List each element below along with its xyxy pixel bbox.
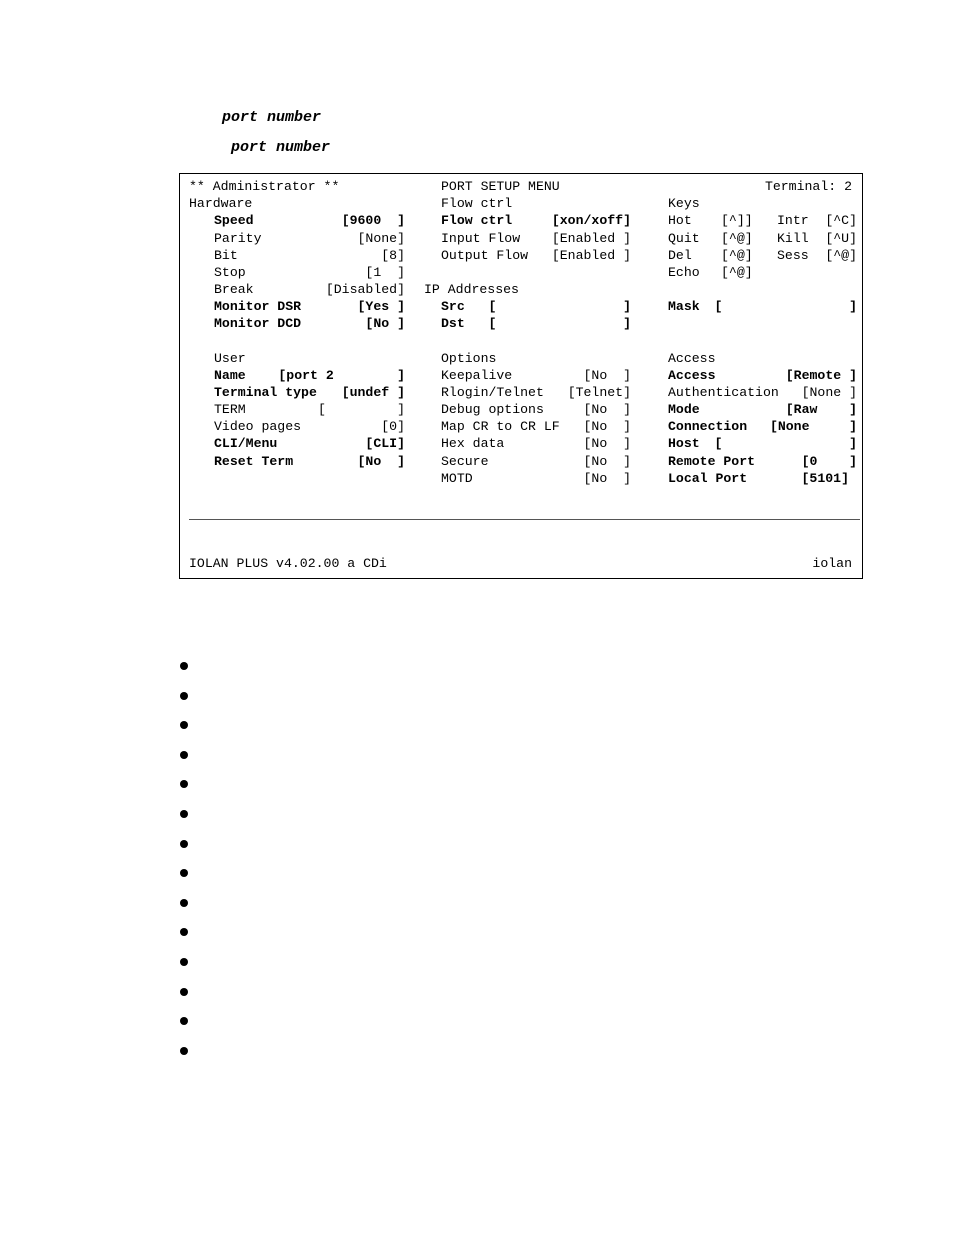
bullet-icon — [180, 692, 188, 700]
cli-menu-label: CLI/Menu — [214, 436, 278, 451]
admin-banner: ** Administrator ** — [189, 179, 340, 194]
secure-label: Secure — [441, 454, 489, 469]
terminal-type-label: Terminal type — [214, 385, 317, 400]
rlogin-telnet-value[interactable]: [Telnet] — [567, 385, 631, 400]
secure-value[interactable]: [No ] — [583, 454, 631, 469]
speed-value[interactable]: [9600 ] — [341, 213, 405, 228]
output-flow-value[interactable]: [Enabled ] — [551, 248, 631, 263]
monitor-dcd-label: Monitor DCD — [214, 316, 302, 331]
del-key-label: Del — [668, 248, 692, 263]
output-flow-label: Output Flow — [441, 248, 529, 263]
motd-label: MOTD — [441, 471, 473, 486]
hot-key-label: Hot — [668, 213, 692, 228]
access-heading: Access — [668, 351, 716, 366]
parity-label: Parity — [214, 231, 262, 246]
hex-data-value[interactable]: [No ] — [583, 436, 631, 451]
quit-key-value[interactable]: [^@] — [721, 231, 753, 246]
flow-ctrl-label: Flow ctrl — [441, 213, 513, 228]
bullet-icon — [180, 1017, 188, 1025]
src-label: Src — [441, 299, 465, 314]
dst-label: Dst — [441, 316, 465, 331]
kill-key-value[interactable]: [^U] — [825, 231, 857, 246]
bullet-icon — [180, 958, 188, 966]
term-label: TERM — [214, 402, 246, 417]
stop-value[interactable]: [1 ] — [365, 265, 405, 280]
debug-options-label: Debug options — [441, 402, 544, 417]
flow-heading: Flow ctrl — [441, 196, 513, 211]
bullet-icon — [180, 662, 188, 670]
local-port-value[interactable]: [5101] — [801, 471, 849, 486]
ip-addresses-heading: IP Addresses — [424, 282, 519, 297]
connection-value[interactable]: [None ] — [769, 419, 857, 434]
debug-options-value[interactable]: [No ] — [583, 402, 631, 417]
name-value[interactable]: [port 2 ] — [278, 368, 405, 383]
keepalive-label: Keepalive — [441, 368, 513, 383]
command-text-2: port number — [231, 139, 331, 156]
reset-term-value[interactable]: [No ] — [357, 454, 405, 469]
hardware-heading: Hardware — [189, 196, 253, 211]
src-value[interactable]: [ ] — [488, 299, 631, 314]
video-pages-value[interactable]: [0] — [381, 419, 405, 434]
rlogin-telnet-label: Rlogin/Telnet — [441, 385, 544, 400]
remote-port-label: Remote Port — [668, 454, 756, 469]
connection-label: Connection — [668, 419, 748, 434]
break-label: Break — [214, 282, 254, 297]
break-value[interactable]: [Disabled] — [325, 282, 405, 297]
video-pages-label: Video pages — [214, 419, 302, 434]
bullet-icon — [180, 899, 188, 907]
input-flow-value[interactable]: [Enabled ] — [551, 231, 631, 246]
menu-title: PORT SETUP MENU — [441, 179, 560, 194]
access-label: Access — [668, 368, 716, 383]
sess-key-label: Sess — [777, 248, 809, 263]
version-text: IOLAN PLUS v4.02.00 a CDi — [189, 556, 387, 571]
mode-value[interactable]: [Raw ] — [785, 402, 857, 417]
host-name: iolan — [812, 556, 852, 571]
bullet-icon — [180, 1047, 188, 1055]
del-key-value[interactable]: [^@] — [721, 248, 753, 263]
mode-label: Mode — [668, 402, 700, 417]
authentication-label: Authentication — [668, 385, 779, 400]
monitor-dcd-value[interactable]: [No ] — [365, 316, 405, 331]
bullet-icon — [180, 721, 188, 729]
bullet-icon — [180, 988, 188, 996]
quit-key-label: Quit — [668, 231, 700, 246]
cli-menu-value[interactable]: [CLI] — [365, 436, 405, 451]
bullet-icon — [180, 780, 188, 788]
dst-value[interactable]: [ ] — [488, 316, 631, 331]
keepalive-value[interactable]: [No ] — [583, 368, 631, 383]
intr-key-value[interactable]: [^C] — [825, 213, 857, 228]
flow-ctrl-value[interactable]: [xon/xoff] — [551, 213, 631, 228]
map-cr-value[interactable]: [No ] — [583, 419, 631, 434]
map-cr-label: Map CR to CR LF — [441, 419, 560, 434]
access-value[interactable]: [Remote ] — [785, 368, 857, 383]
kill-key-label: Kill — [777, 231, 809, 246]
motd-value[interactable]: [No ] — [583, 471, 631, 486]
input-flow-label: Input Flow — [441, 231, 521, 246]
intr-key-label: Intr — [777, 213, 809, 228]
echo-key-label: Echo — [668, 265, 700, 280]
command-text-1: port number — [222, 109, 322, 126]
keys-heading: Keys — [668, 196, 700, 211]
mask-value[interactable]: [ ] — [714, 299, 857, 314]
term-value[interactable]: [ ] — [317, 402, 405, 417]
authentication-value[interactable]: [None ] — [801, 385, 857, 400]
parity-value[interactable]: [None] — [357, 231, 405, 246]
local-port-label: Local Port — [668, 471, 748, 486]
name-label: Name — [214, 368, 246, 383]
reset-term-label: Reset Term — [214, 454, 294, 469]
options-heading: Options — [441, 351, 497, 366]
bullet-icon — [180, 840, 188, 848]
monitor-dsr-value[interactable]: [Yes ] — [357, 299, 405, 314]
mask-label: Mask — [668, 299, 700, 314]
bullet-icon — [180, 869, 188, 877]
echo-key-value[interactable]: [^@] — [721, 265, 753, 280]
bit-value[interactable]: [8] — [381, 248, 405, 263]
terminal-number: Terminal: 2 — [764, 179, 852, 194]
bullet-icon — [180, 751, 188, 759]
terminal-screen — [179, 173, 863, 579]
bullet-icon — [180, 928, 188, 936]
host-value[interactable]: [ ] — [714, 436, 857, 451]
stop-label: Stop — [214, 265, 246, 280]
terminal-type-value[interactable]: [undef ] — [341, 385, 405, 400]
sess-key-value[interactable]: [^@] — [825, 248, 857, 263]
status-divider — [189, 519, 860, 520]
host-label: Host — [668, 436, 700, 451]
remote-port-value[interactable]: [0 ] — [801, 454, 857, 469]
user-heading: User — [214, 351, 246, 366]
bullet-icon — [180, 810, 188, 818]
hex-data-label: Hex data — [441, 436, 505, 451]
monitor-dsr-label: Monitor DSR — [214, 299, 302, 314]
bit-label: Bit — [214, 248, 238, 263]
speed-label: Speed — [214, 213, 254, 228]
hot-key-value[interactable]: [^]] — [721, 213, 753, 228]
